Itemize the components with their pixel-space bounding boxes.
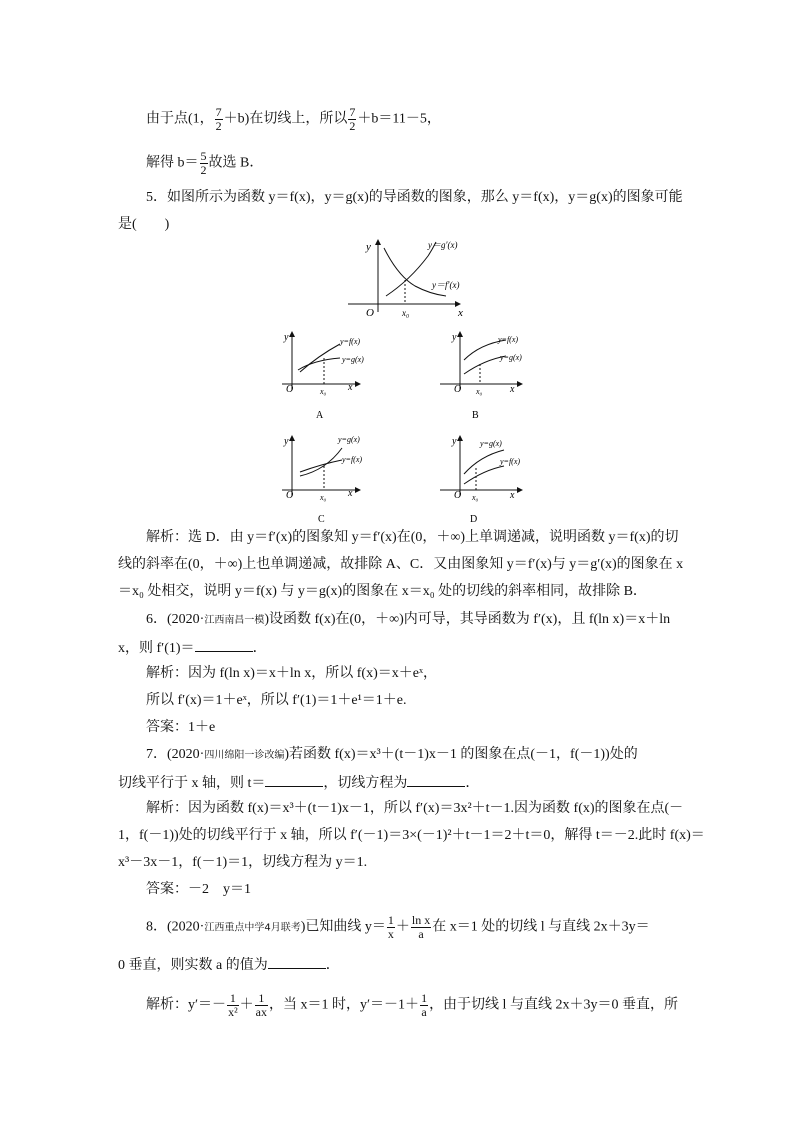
svg-text:O: O [454,384,462,395]
fraction: $\frac{1}{\text{x²}}$ [228,991,238,1019]
question-7-line-2: 切线平行于 x 轴，则 t＝ ，切线方程为 ． [118,772,479,794]
label-g-prime: y＝g′(x) [428,240,458,250]
svg-text:y=g(x): y=g(x) [480,439,502,448]
svg-text:x₀: x₀ [476,387,483,396]
svg-text:x: x [510,490,515,501]
svg-text:y=g(x): y=g(x) [500,353,522,362]
caption-c: C [318,514,325,525]
solution-5-line-2: 线的斜率在(0，＋∞)上也单调递减，故排除 A、C．又由图象知 y＝f′(x)与 y＝g′(x)的图象在 x [118,557,684,572]
answer-blank [195,637,253,652]
answer-blank-a [268,954,326,969]
question-6-line-2: x，则 f′(1)＝ ． [118,637,267,659]
question-5-line-2: 是( ) [118,217,170,232]
fraction: $\frac{7}{2}$ [215,105,222,133]
svg-text:x: x [348,382,353,393]
svg-text:y=f(x): y=f(x) [342,455,363,464]
svg-text:y: y [452,436,457,447]
label-x0: x₀ [402,308,410,318]
question-6-line-1: 6．(2020·江西南昌一模)设函数 f(x)在(0，＋∞)内可导，其导函数为 f′(x)，且 f(ln x)＝x＋ln [146,612,671,627]
question-8-line-1: 8．(2020·江西重点中学4月联考)已知曲线 y＝ $\frac{1}{x}$ ＋ $\frac{\text{ln x}}{a}$ 在 x＝1 处的切线 l 与直线 2x＋3y＝ [146,913,650,941]
answer-6: 答案：1＋e [146,720,216,735]
caption-a: A [316,410,324,421]
label-y: y [366,241,371,253]
solution-7-line-3: x³－3x－1，f(－1)＝1，切线方程为 y＝1. [118,855,368,870]
solution-6-line-1: 解析：因为 f(ln x)＝x＋ln x，所以 f(x)＝x＋eˣ， [146,666,438,681]
solution-5-line-3: ＝x₀ 处相交，说明 y＝f(x) 与 y＝g(x)的图象在 x＝x₀ 处的切线的斜率相同，故排除 B． [118,584,647,599]
text: 故选 B． [208,155,264,171]
svg-text:y=f(x): y=f(x) [498,335,519,344]
svg-text:y: y [452,332,457,343]
svg-text:x₀: x₀ [320,493,327,502]
answer-blank-t [265,772,323,787]
svg-text:y=g(x): y=g(x) [342,355,364,364]
answer-7: 答案：－2 y＝1 [146,882,251,897]
question-5-line-1: 5．如图所示为函数 y＝f(x)，y＝g(x)的导函数的图象，那么 y＝f(x)，y＝g(x)的图象可能 [146,190,683,205]
fraction: $\frac{7}{2}$ [349,105,356,133]
text: 由于点 [146,111,188,127]
svg-text:x₀: x₀ [472,493,479,502]
svg-text:y=g(x): y=g(x) [338,435,360,444]
svg-text:O: O [286,384,294,395]
svg-text:x: x [348,488,353,499]
fraction: $\frac{1}{a}$ [421,991,428,1019]
question-5-figures [0,236,794,536]
option-a-graph [282,332,364,421]
option-c-graph [282,435,362,525]
curve-f [464,466,504,484]
derivation-line-2 [146,150,263,177]
text: (1， [188,111,214,127]
answer-blank-tangent [407,772,465,787]
question-8-source: 江西重点中学4月联考 [204,922,301,934]
solution-6-line-2: 所以 f′(x)＝1＋eˣ，所以 f′(1)＝1＋e¹＝1＋e. [146,693,407,708]
caption-d: D [470,514,478,525]
question-7-line-1: 7．(2020·四川绵阳一诊改编)若函数 f(x)＝x³＋(t－1)x－1 的图象在点(－1，f(－1))处的 [146,747,638,762]
svg-text:y: y [284,332,289,343]
text: ＋b)在切线上，所以 [223,111,348,127]
fraction: $\frac{1}{ax}$ [255,991,267,1019]
solution-7-line-2: 1，f(－1))处的切线平行于 x 轴，所以 f′(－1)＝3×(－1)²＋t－1＝2＋t＝0，解得 t＝－2.此时 f(x)＝ [118,828,705,843]
curve-f-prime [386,242,436,296]
solution-7-line-1: 解析：因为函数 f(x)＝x³＋(t－1)x－1，所以 f′(x)＝3x²＋t－1.因为函数 f(x)的图象在点(－ [146,801,684,816]
svg-text:O: O [286,490,294,501]
svg-text:y=f(x): y=f(x) [340,337,361,346]
question-7-source: 四川绵阳一诊改编 [204,750,285,761]
label-f-prime: y＝f′(x) [432,280,460,290]
curve-f [300,460,342,472]
svg-text:y=f(x): y=f(x) [500,457,521,466]
label-origin: O [366,307,374,319]
fraction: $\frac{1}{x}$ [387,913,394,941]
caption-b: B [472,410,479,421]
solution-5-line-1: 解析：选 D．由 y＝f′(x)的图象知 y＝f′(x)在(0，＋∞)上单调递减，说明函数 y＝f(x)的切 [146,530,679,545]
question-6-source: 江西南昌一模 [204,615,265,626]
curve-g [464,450,504,474]
svg-text:x: x [510,384,515,395]
text: ＋b＝11－5， [357,111,441,127]
question-8-line-2: 0 垂直，则实数 a 的值为 ． [118,954,340,976]
fraction: $\frac{5}{2}$ [200,149,207,177]
svg-text:O: O [454,490,462,501]
text: 解得 b＝ [146,155,199,171]
derivation-line-1 [146,106,441,133]
curve-g [300,448,342,476]
fraction: $\frac{\text{ln x}}{a}$ [411,913,431,941]
option-b-graph [440,332,522,421]
svg-text:x₀: x₀ [320,387,327,396]
option-d-graph [440,436,522,525]
curve-f [300,344,340,372]
label-x: x [458,307,463,319]
solution-8-line-1: 解析：y′＝－ $\frac{1}{\text{x²}}$ ＋ $\frac{1}{ax}$ ，当 x＝1 时，y′＝－1＋ $\frac{1}{a}$ ，由于切线 l 与直线 2x＋3y＝0 垂直，所 [146,991,678,1019]
svg-text:y: y [284,436,289,447]
main-derivative-graph [348,240,463,319]
